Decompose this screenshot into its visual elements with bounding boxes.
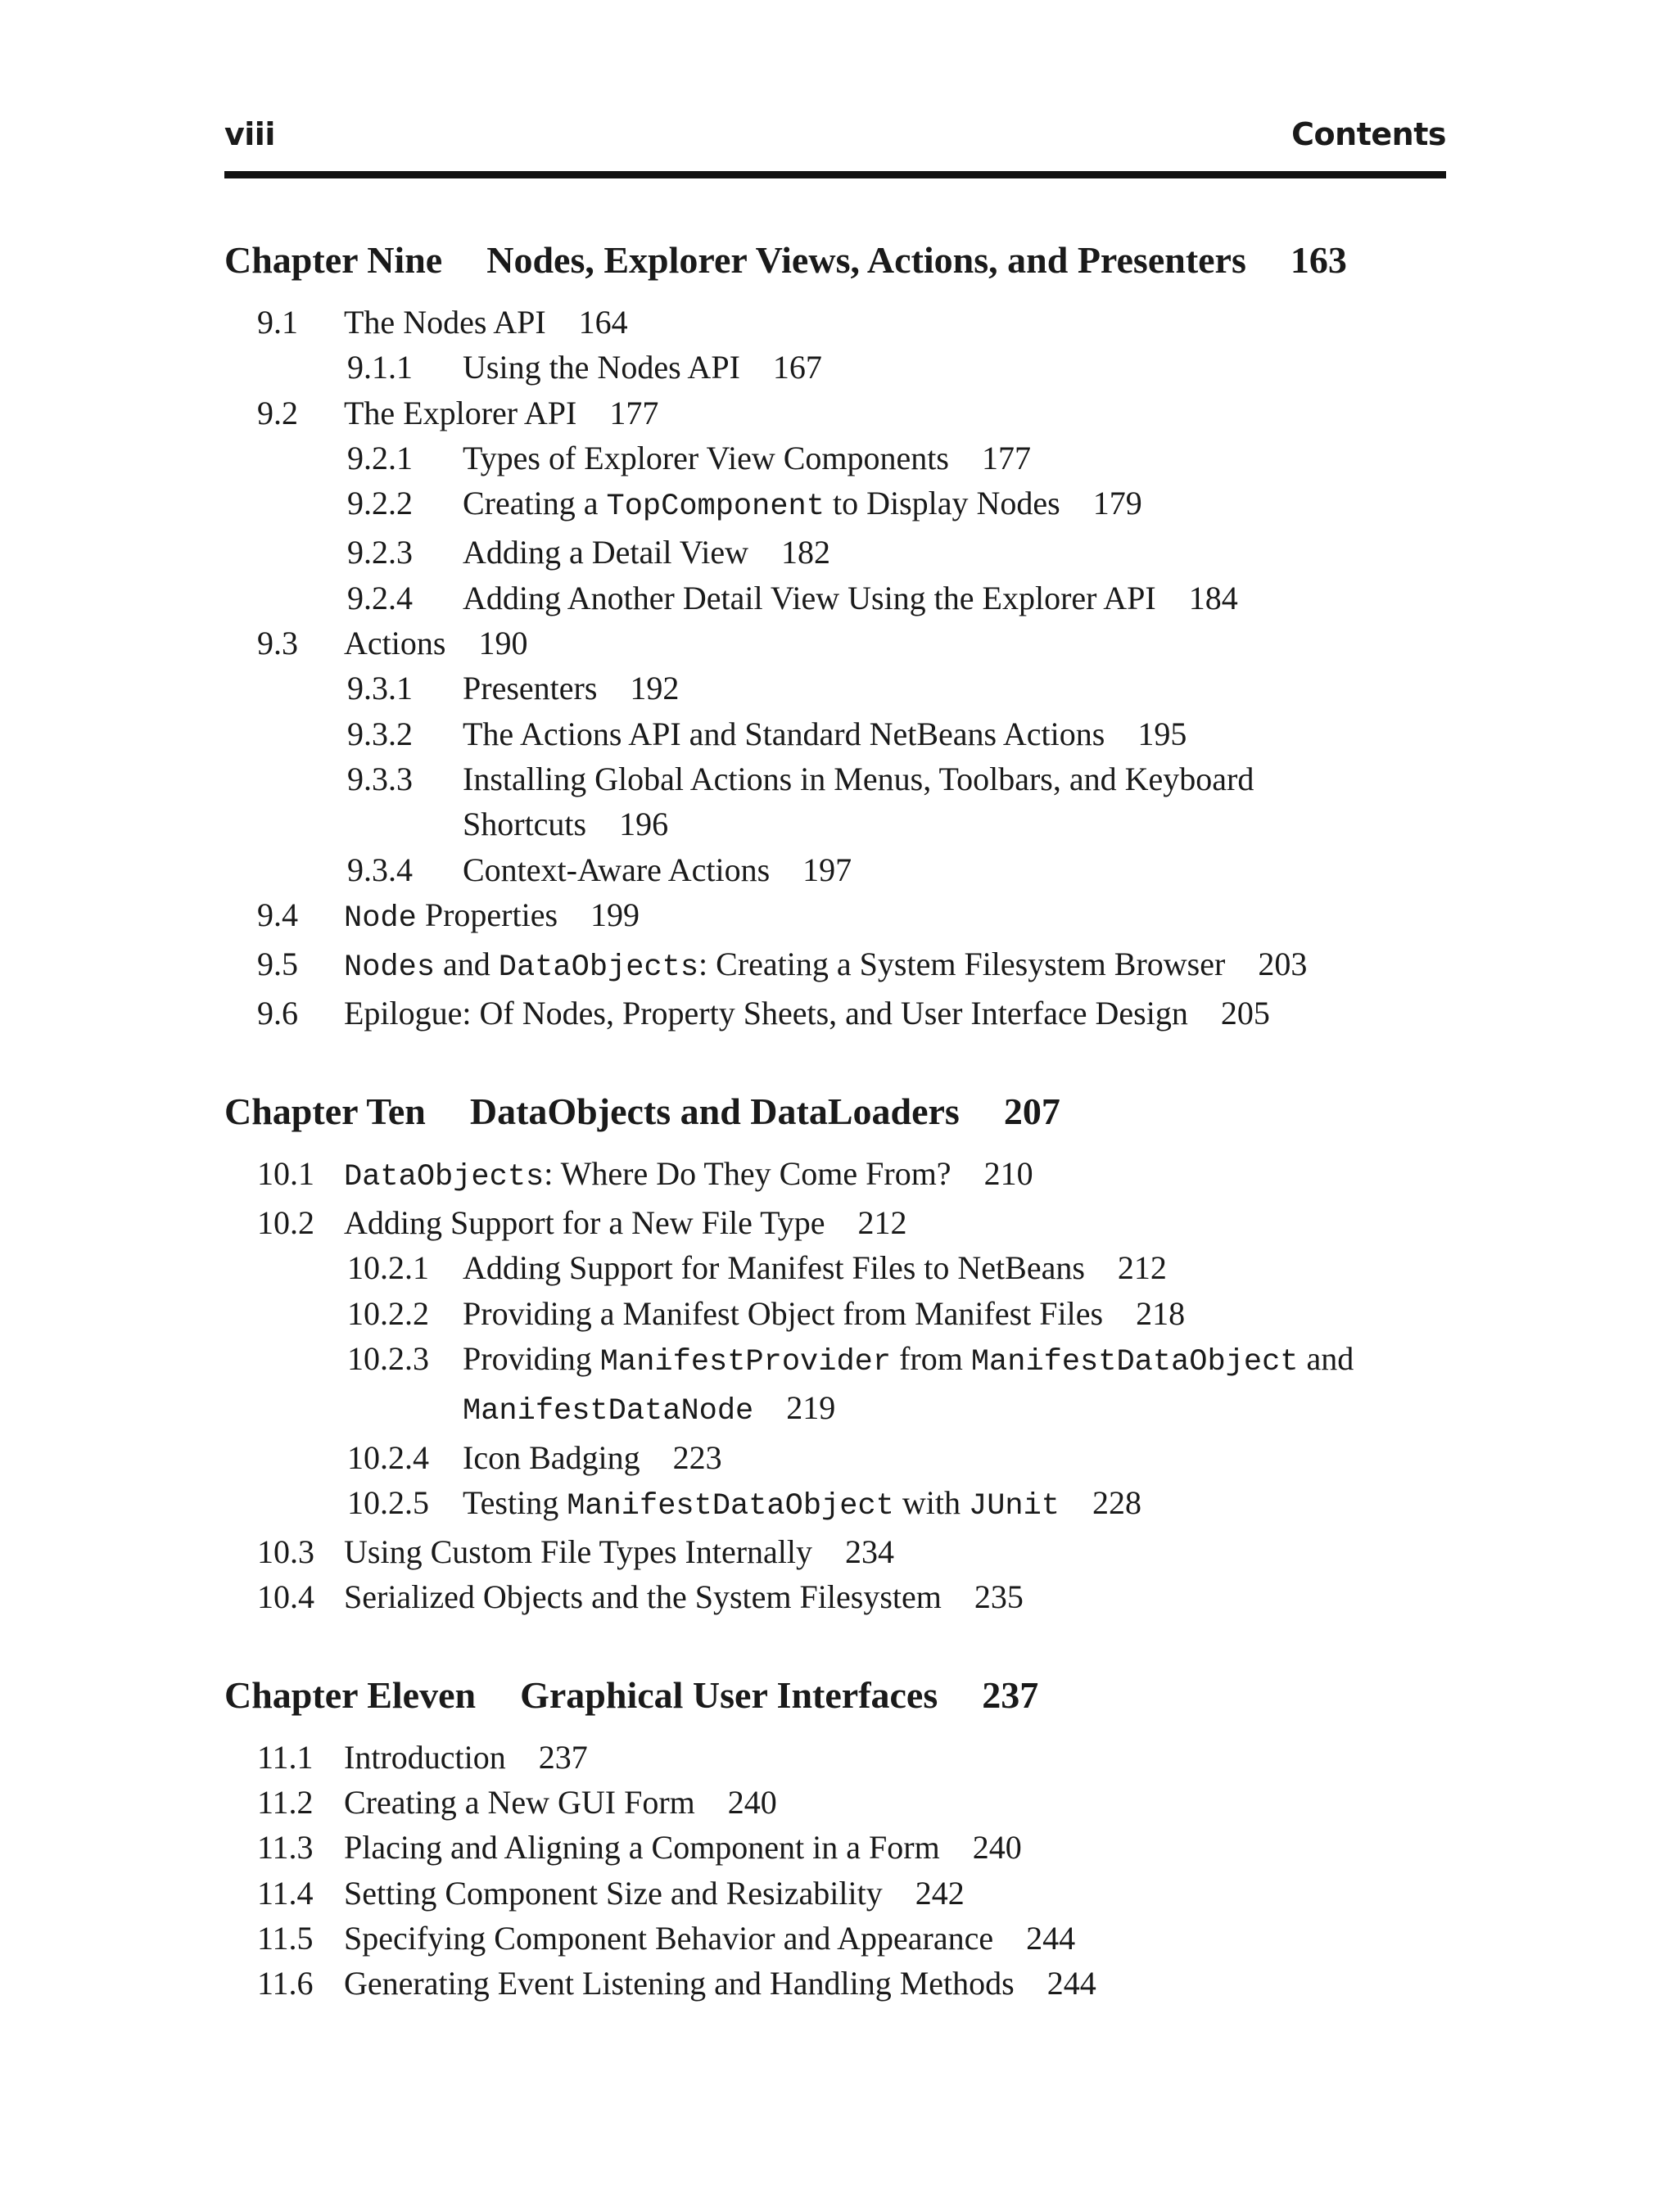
section-number: 9.2.3 (347, 534, 413, 571)
chapter-heading (224, 237, 1453, 283)
page-number: 184 (1188, 579, 1238, 616)
section-number: 10.2.3 (347, 1339, 429, 1377)
section-title (344, 941, 1453, 991)
page-number: 240 (972, 1829, 1022, 1867)
section-number: 9.6 (257, 995, 298, 1032)
section-number: 9.3.2 (347, 715, 413, 752)
title-text: Creating a (463, 485, 607, 522)
page-number: 234 (845, 1533, 894, 1571)
title-text: Testing (463, 1483, 567, 1521)
page-number: 212 (1117, 1249, 1167, 1287)
section-number: 9.1 (257, 304, 298, 341)
section-number: 10.2.1 (347, 1249, 429, 1287)
section-number: 9.3.3 (347, 760, 413, 797)
subsection-entry (224, 847, 1453, 892)
section-number: 9.2.1 (347, 439, 413, 476)
section-title (344, 1574, 1453, 1619)
title-text: Providing a Manifest Object from Manifest Files (463, 1294, 1104, 1332)
section-number: 9.2.4 (347, 579, 413, 616)
page-number: 192 (630, 670, 680, 707)
section-number: 10.2.5 (347, 1483, 429, 1521)
chapter-spacer (224, 1620, 1453, 1673)
section-title (344, 621, 1453, 666)
code-term: ManifestProvider (599, 1344, 892, 1379)
page-number: viii (224, 116, 275, 152)
section-number: 10.3 (257, 1533, 314, 1571)
page-number: 210 (983, 1154, 1033, 1192)
subsection-entry (224, 481, 1453, 530)
code-term: ManifestDataObject (970, 1344, 1299, 1379)
subsection-entry (224, 711, 1453, 756)
section-title (344, 1780, 1453, 1825)
section-title (344, 1871, 1453, 1916)
title-text: Setting Component Size and Resizability (344, 1874, 883, 1912)
section-entry (224, 1151, 1453, 1200)
title-text: Creating a New GUI Form (344, 1784, 695, 1822)
section-number: 10.2.4 (347, 1438, 429, 1476)
section-number: 10.4 (257, 1578, 314, 1616)
page-number: 164 (578, 304, 628, 341)
title-text: to Display Nodes (824, 485, 1060, 522)
section-entry (224, 1961, 1453, 2006)
title-text: : Where Do They Come From? (544, 1154, 952, 1192)
title-text: Specifying Component Behavior and Appearance (344, 1919, 994, 1957)
section-number: 9.3.1 (347, 670, 413, 707)
title-text: Adding a Detail View (463, 534, 749, 571)
section-title (463, 1435, 1453, 1480)
section-number: 11.4 (257, 1874, 314, 1912)
section-title (344, 1825, 1453, 1870)
title-text: Installing Global Actions in Menus, Toolbars, and Keyboard Shortcuts (463, 760, 1254, 843)
section-title (344, 1151, 1453, 1200)
chapter-page: 163 (1290, 239, 1347, 281)
page-number: 177 (981, 439, 1031, 476)
page-number: 237 (538, 1738, 588, 1776)
subsection-entry (224, 666, 1453, 711)
page-number: 223 (672, 1438, 722, 1476)
title-text: Adding Support for a New File Type (344, 1204, 825, 1242)
section-title (344, 300, 1453, 345)
chapter-heading (224, 1673, 1453, 1718)
title-text: and (1298, 1339, 1354, 1377)
title-text: The Explorer API (344, 394, 577, 431)
page-number: 235 (974, 1578, 1024, 1616)
section-number: 10.2.2 (347, 1294, 429, 1332)
title-text: Epilogue: Of Nodes, Property Sheets, and User Interface Design (344, 995, 1188, 1032)
section-entry (224, 1916, 1453, 1961)
title-text: Icon Badging (463, 1438, 640, 1476)
page-number: 195 (1137, 715, 1187, 752)
subsection-entry (224, 1245, 1453, 1290)
chapter-label: Chapter Ten (224, 1090, 426, 1132)
section-title (463, 1245, 1453, 1290)
title-text: Actions (344, 625, 446, 662)
page-number: 179 (1092, 485, 1142, 522)
section-number: 11.3 (257, 1829, 314, 1867)
title-text: Adding Another Detail View Using the Explorer API (463, 579, 1156, 616)
code-term: DataObjects (498, 950, 699, 986)
section-title (344, 892, 1453, 941)
section-entry (224, 1735, 1453, 1780)
section-title (463, 481, 1453, 530)
title-text: Generating Event Listening and Handling Methods (344, 1965, 1015, 2002)
page-number: 197 (802, 851, 852, 888)
section-entry (224, 1529, 1453, 1574)
page-number: 240 (727, 1784, 777, 1822)
chapter-page: 237 (982, 1673, 1039, 1716)
section-number: 11.5 (257, 1919, 314, 1957)
title-text: Adding Support for Manifest Files to NetBeans (463, 1249, 1085, 1287)
subsection-entry (224, 345, 1453, 390)
header-rule (224, 171, 1446, 178)
code-term: DataObjects (344, 1159, 545, 1194)
subsection-entry (224, 436, 1453, 481)
title-text: Providing (463, 1339, 600, 1377)
section-title (344, 1200, 1453, 1245)
section-number: 11.6 (257, 1965, 314, 2002)
title-text: Placing and Aligning a Component in a Form (344, 1829, 940, 1867)
chapter-label: Chapter Eleven (224, 1673, 477, 1716)
page-number: 190 (478, 625, 528, 662)
table-of-contents (224, 237, 1453, 2007)
section-title (463, 576, 1453, 621)
section-number: 10.1 (257, 1154, 314, 1192)
code-term: JUnit (968, 1488, 1060, 1524)
section-title (344, 1961, 1453, 2006)
section-number: 10.2 (257, 1204, 314, 1242)
section-number: 11.2 (257, 1784, 314, 1822)
section-entry (224, 892, 1453, 941)
page-number: 219 (786, 1389, 836, 1427)
subsection-entry (224, 530, 1453, 575)
section-list (224, 300, 1453, 1036)
title-text: Serialized Objects and the System Filesystem (344, 1578, 942, 1616)
title-text: Presenters (463, 670, 598, 707)
page-number: 199 (590, 896, 640, 933)
page-header (224, 116, 1446, 157)
chapter-title: Graphical User Interfaces (520, 1673, 938, 1716)
section-title (463, 756, 1453, 847)
section-number: 9.1.1 (347, 349, 413, 386)
title-text: Types of Explorer View Components (463, 439, 949, 476)
section-entry (224, 621, 1453, 666)
chapter-label: Chapter Nine (224, 239, 443, 281)
subsection-entry (224, 1480, 1453, 1529)
chapter-spacer (224, 1036, 1453, 1089)
section-title (463, 1336, 1453, 1435)
section-entry (224, 390, 1453, 436)
page-number: 244 (1026, 1919, 1076, 1957)
chapter-title: DataObjects and DataLoaders (469, 1090, 960, 1132)
page-number: 218 (1136, 1294, 1186, 1332)
title-text: and (435, 946, 499, 983)
section-number: 9.2.2 (347, 485, 413, 522)
section-number: 9.2 (257, 394, 298, 431)
section-title (463, 711, 1453, 756)
page-number: 228 (1092, 1483, 1142, 1521)
page-number: 205 (1220, 995, 1270, 1032)
section-title (344, 390, 1453, 436)
page-number: 167 (772, 349, 822, 386)
title-text: : Creating a System Filesystem Browser (698, 946, 1226, 983)
section-number: 9.3 (257, 625, 298, 662)
section-entry (224, 1200, 1453, 1245)
section-entry (224, 941, 1453, 991)
subsection-entry (224, 1336, 1453, 1435)
section-number: 9.4 (257, 896, 298, 933)
section-title (463, 666, 1453, 711)
section-number: 11.1 (257, 1738, 314, 1776)
code-term: ManifestDataNode (463, 1394, 754, 1429)
page-number: 177 (609, 394, 659, 431)
section-entry (224, 1574, 1453, 1619)
page-number: 244 (1046, 1965, 1096, 2002)
section-list (224, 1735, 1453, 2007)
code-term: Nodes (344, 950, 436, 986)
page-number: 203 (1258, 946, 1308, 983)
chapter-page: 207 (1003, 1090, 1060, 1132)
title-text: Using the Nodes API (463, 349, 740, 386)
section-entry (224, 300, 1453, 345)
section-entry (224, 991, 1453, 1036)
title-text: from (891, 1339, 971, 1377)
code-term: ManifestDataObject (567, 1488, 894, 1524)
page-number: 212 (857, 1204, 907, 1242)
subsection-entry (224, 1435, 1453, 1480)
section-entry (224, 1825, 1453, 1870)
subsection-entry (224, 756, 1453, 847)
page-number: 182 (781, 534, 831, 571)
section-title (463, 345, 1453, 390)
running-head: Contents (1291, 116, 1446, 152)
section-title (344, 1735, 1453, 1780)
section-entry (224, 1780, 1453, 1825)
section-list (224, 1151, 1453, 1620)
title-text: with (893, 1483, 969, 1521)
section-title (344, 1529, 1453, 1574)
section-title (463, 436, 1453, 481)
subsection-entry (224, 576, 1453, 621)
subsection-entry (224, 1291, 1453, 1336)
section-title (463, 847, 1453, 892)
chapter-title: Nodes, Explorer Views, Actions, and Presenters (486, 239, 1246, 281)
title-text: Using Custom File Types Internally (344, 1533, 812, 1571)
title-text: The Nodes API (344, 304, 546, 341)
title-text: Introduction (344, 1738, 506, 1776)
page-number: 242 (915, 1874, 965, 1912)
title-text: The Actions API and Standard NetBeans Actions (463, 715, 1105, 752)
title-text: Properties (416, 896, 558, 933)
page-number: 196 (619, 806, 669, 843)
section-title (463, 1291, 1453, 1336)
section-title (463, 1480, 1453, 1529)
section-number: 9.3.4 (347, 851, 413, 888)
code-term: Node (344, 901, 417, 936)
section-title (344, 991, 1453, 1036)
title-text: Context-Aware Actions (463, 851, 771, 888)
code-term: TopComponent (606, 490, 825, 525)
section-title (463, 530, 1453, 575)
section-title (344, 1916, 1453, 1961)
section-entry (224, 1871, 1453, 1916)
chapter-heading (224, 1089, 1453, 1135)
section-number: 9.5 (257, 946, 298, 983)
